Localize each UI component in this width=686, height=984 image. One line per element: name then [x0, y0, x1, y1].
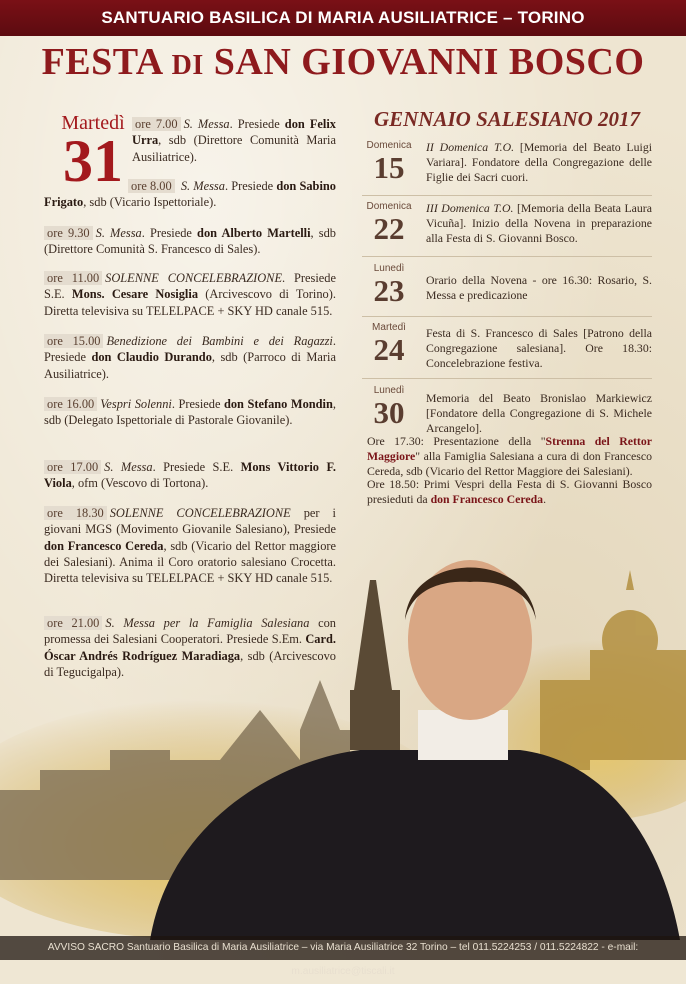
event-mid: . Presiede S.E. [152, 460, 241, 474]
event-time: ore 8.00 [128, 179, 175, 193]
event-presider: don Alberto Martelli [197, 226, 311, 240]
event-time: ore 18.30 [44, 506, 107, 520]
event-presider: Mons. Cesare Nosiglia [71, 287, 199, 302]
event-detail: , sdb (Vicario Ispettoriale). [83, 195, 217, 210]
note-text: " alla Famiglia Salesiana a cura di don Francesco Cereda, sdb (Vicario del Rettor Maggiore dei Salesiani). [367, 449, 652, 478]
day-number: 22 [373, 211, 405, 246]
divider [362, 256, 652, 257]
vespri-note [367, 477, 652, 507]
event-presider: don Felix Urra [132, 117, 336, 148]
january-day [362, 140, 652, 190]
event-presider: don Francesco Cereda [44, 538, 164, 553]
note-text: Ore 17.30: Presentazione della " [367, 434, 546, 448]
event-time: ore 11.00 [44, 271, 102, 285]
event-presider: Mons Vittorio F. Viola [44, 460, 336, 491]
event-title: S. Messa per la Famiglia Salesiana [105, 616, 310, 630]
page-title [0, 40, 686, 84]
main-date [48, 112, 138, 194]
top-bar: SANTUARIO BASILICA DI MARIA AUSILIATRICE – TORINO [0, 0, 686, 36]
day-number: 24 [373, 332, 405, 367]
day-weekday: Lunedì [373, 263, 405, 274]
event-title: SOLENNE CONCELEBRAZIONE [105, 271, 283, 285]
event-detail: , sdb (Direttore Comunità S. Francesco di Sales). [44, 226, 336, 257]
event-title: Vespri Solenni [100, 397, 172, 411]
footer: AVVISO SACRO Santuario Basilica di Maria Ausiliatrice – via Maria Ausiliatrice 32 Torino – tel 011.5224253 / 011.5224822 - e-mail: m.ausiliatrice@tiscali.it [0, 936, 686, 960]
event-mid: . Presiede [224, 179, 277, 193]
event-item [132, 116, 336, 165]
event-title: S. Messa [104, 460, 153, 474]
strenna-note [367, 434, 652, 479]
day-text [426, 140, 652, 185]
event-mid: . Presiede [171, 397, 224, 411]
day-text [426, 273, 652, 303]
day-desc: Memoria del Beato Bronislao Markiewicz [Fondatore della Congregazione di S. Michele Arcangelo]. [426, 391, 652, 435]
event-detail: , sdb (Vicario del Rettor maggiore dei Salesiani). Anima il Coro oratorio salesiano Crocetta. Diretta televisiva su TELELPACE + SKY HD canale 515. [44, 538, 337, 586]
title-di: DI [171, 50, 204, 81]
event-item [44, 333, 336, 382]
event-item [44, 459, 336, 492]
event-time: ore 9.30 [44, 226, 93, 240]
january-day [362, 263, 652, 309]
event-detail: (Arcivescovo di Torino). Diretta televisiva su TELELPACE + SKY HD canale 515. [44, 287, 336, 318]
day-text [426, 391, 652, 436]
event-title: S. Messa [180, 179, 225, 193]
event-title: S. Messa [95, 226, 142, 240]
event-title: Benedizione dei Bambini e dei Ragazzi [106, 334, 333, 348]
january-day [362, 322, 652, 372]
event-detail: , sdb (Direttore Comunità Maria Ausiliatrice). [132, 133, 336, 164]
event-item [44, 225, 336, 258]
event-mid: . Presiede [44, 334, 336, 365]
january-day [362, 385, 652, 435]
title-part-b: SAN GIOVANNI BOSCO [213, 41, 645, 83]
event-presider: don Claudio Durando [91, 350, 212, 365]
day-desc: Orario della Novena - ore 16.30: Rosario, S. Messa e predicazione [426, 273, 652, 302]
main-date-day: 31 [63, 128, 123, 194]
day-weekday: Lunedì [373, 385, 405, 396]
event-detail: , ofm (Vescovo di Tortona). [71, 476, 209, 491]
day-desc: [Memoria del Beato Luigi Variara]. Fondatore della Congregazione delle Figlie dei Sacri cuori. [426, 140, 652, 184]
divider [362, 195, 652, 196]
note-text: Ore 18.50: Primi Vespri della Festa di S. Giovanni Bosco presieduti da [367, 477, 652, 506]
day-text [426, 326, 652, 371]
event-item [44, 178, 336, 211]
event-presider: don Sabino Frigato [44, 179, 336, 210]
mole-spire [350, 580, 400, 750]
title-part-a: FESTA [41, 41, 162, 83]
event-title: SOLENNE CONCELEBRAZIONE [109, 506, 291, 520]
day-number: 23 [373, 273, 405, 308]
day-italic: III Domenica T.O. [426, 201, 514, 215]
day-weekday: Domenica [366, 201, 412, 212]
illustration [0, 560, 686, 940]
day-number: 15 [373, 150, 405, 185]
day-italic: II Domenica T.O. [426, 140, 515, 154]
day-desc: Festa di S. Francesco di Sales [Patrono della Congregazione salesiana]. Ore 18.30: Concelebrazione festiva. [426, 326, 652, 370]
day-number: 30 [373, 395, 405, 430]
day-weekday: Martedì [372, 322, 406, 333]
event-time: ore 17.00 [44, 460, 101, 474]
day-weekday: Domenica [366, 140, 412, 151]
event-mid: . Presiede [229, 117, 285, 131]
event-time: ore 16.00 [44, 397, 97, 411]
day-text [426, 201, 652, 246]
note-bold: Strenna del Rettor Maggiore [367, 434, 652, 463]
event-detail: , sdb (Arcivescovo di Tegucigalpa). [44, 648, 336, 679]
day-desc: [Memoria della Beata Laura Vicuña]. Inizio della Novena in preparazione alla Festa di S. Giovanni Bosco. [426, 201, 652, 245]
january-heading: GENNAIO SALESIANO 2017 [373, 107, 641, 131]
event-detail: , sdb (Parroco di Maria Ausiliatrice). [44, 350, 336, 381]
event-presider: Card. Óscar Andrés Rodríguez Maradiaga [44, 632, 336, 663]
event-mid: per i giovani MGS (Movimento Giovanile Salesiano), Presiede [44, 506, 336, 537]
event-mid: con promessa dei Salesiani Cooperatori. Presiede S.Em. [44, 616, 336, 647]
january-day [362, 201, 652, 251]
event-mid: . Presiede [141, 226, 198, 240]
divider [362, 316, 652, 317]
event-time: ore 7.00 [132, 117, 181, 131]
event-title: S. Messa [183, 117, 230, 131]
event-mid: . Presiede S.E. [44, 271, 337, 302]
event-detail: , sdb (Delegato Ispettoriale di Pastorale Giovanile). [44, 397, 336, 428]
main-date-weekday: Martedì [61, 112, 125, 134]
event-time: ore 21.00 [44, 616, 102, 630]
note-bold: don Francesco Cereda [430, 492, 544, 506]
note-text: . [543, 492, 547, 506]
event-presider: don Stefano Mondin [223, 397, 333, 411]
event-time: ore 15.00 [44, 334, 103, 348]
event-item [44, 396, 336, 429]
event-item [44, 270, 336, 319]
divider [362, 378, 652, 379]
